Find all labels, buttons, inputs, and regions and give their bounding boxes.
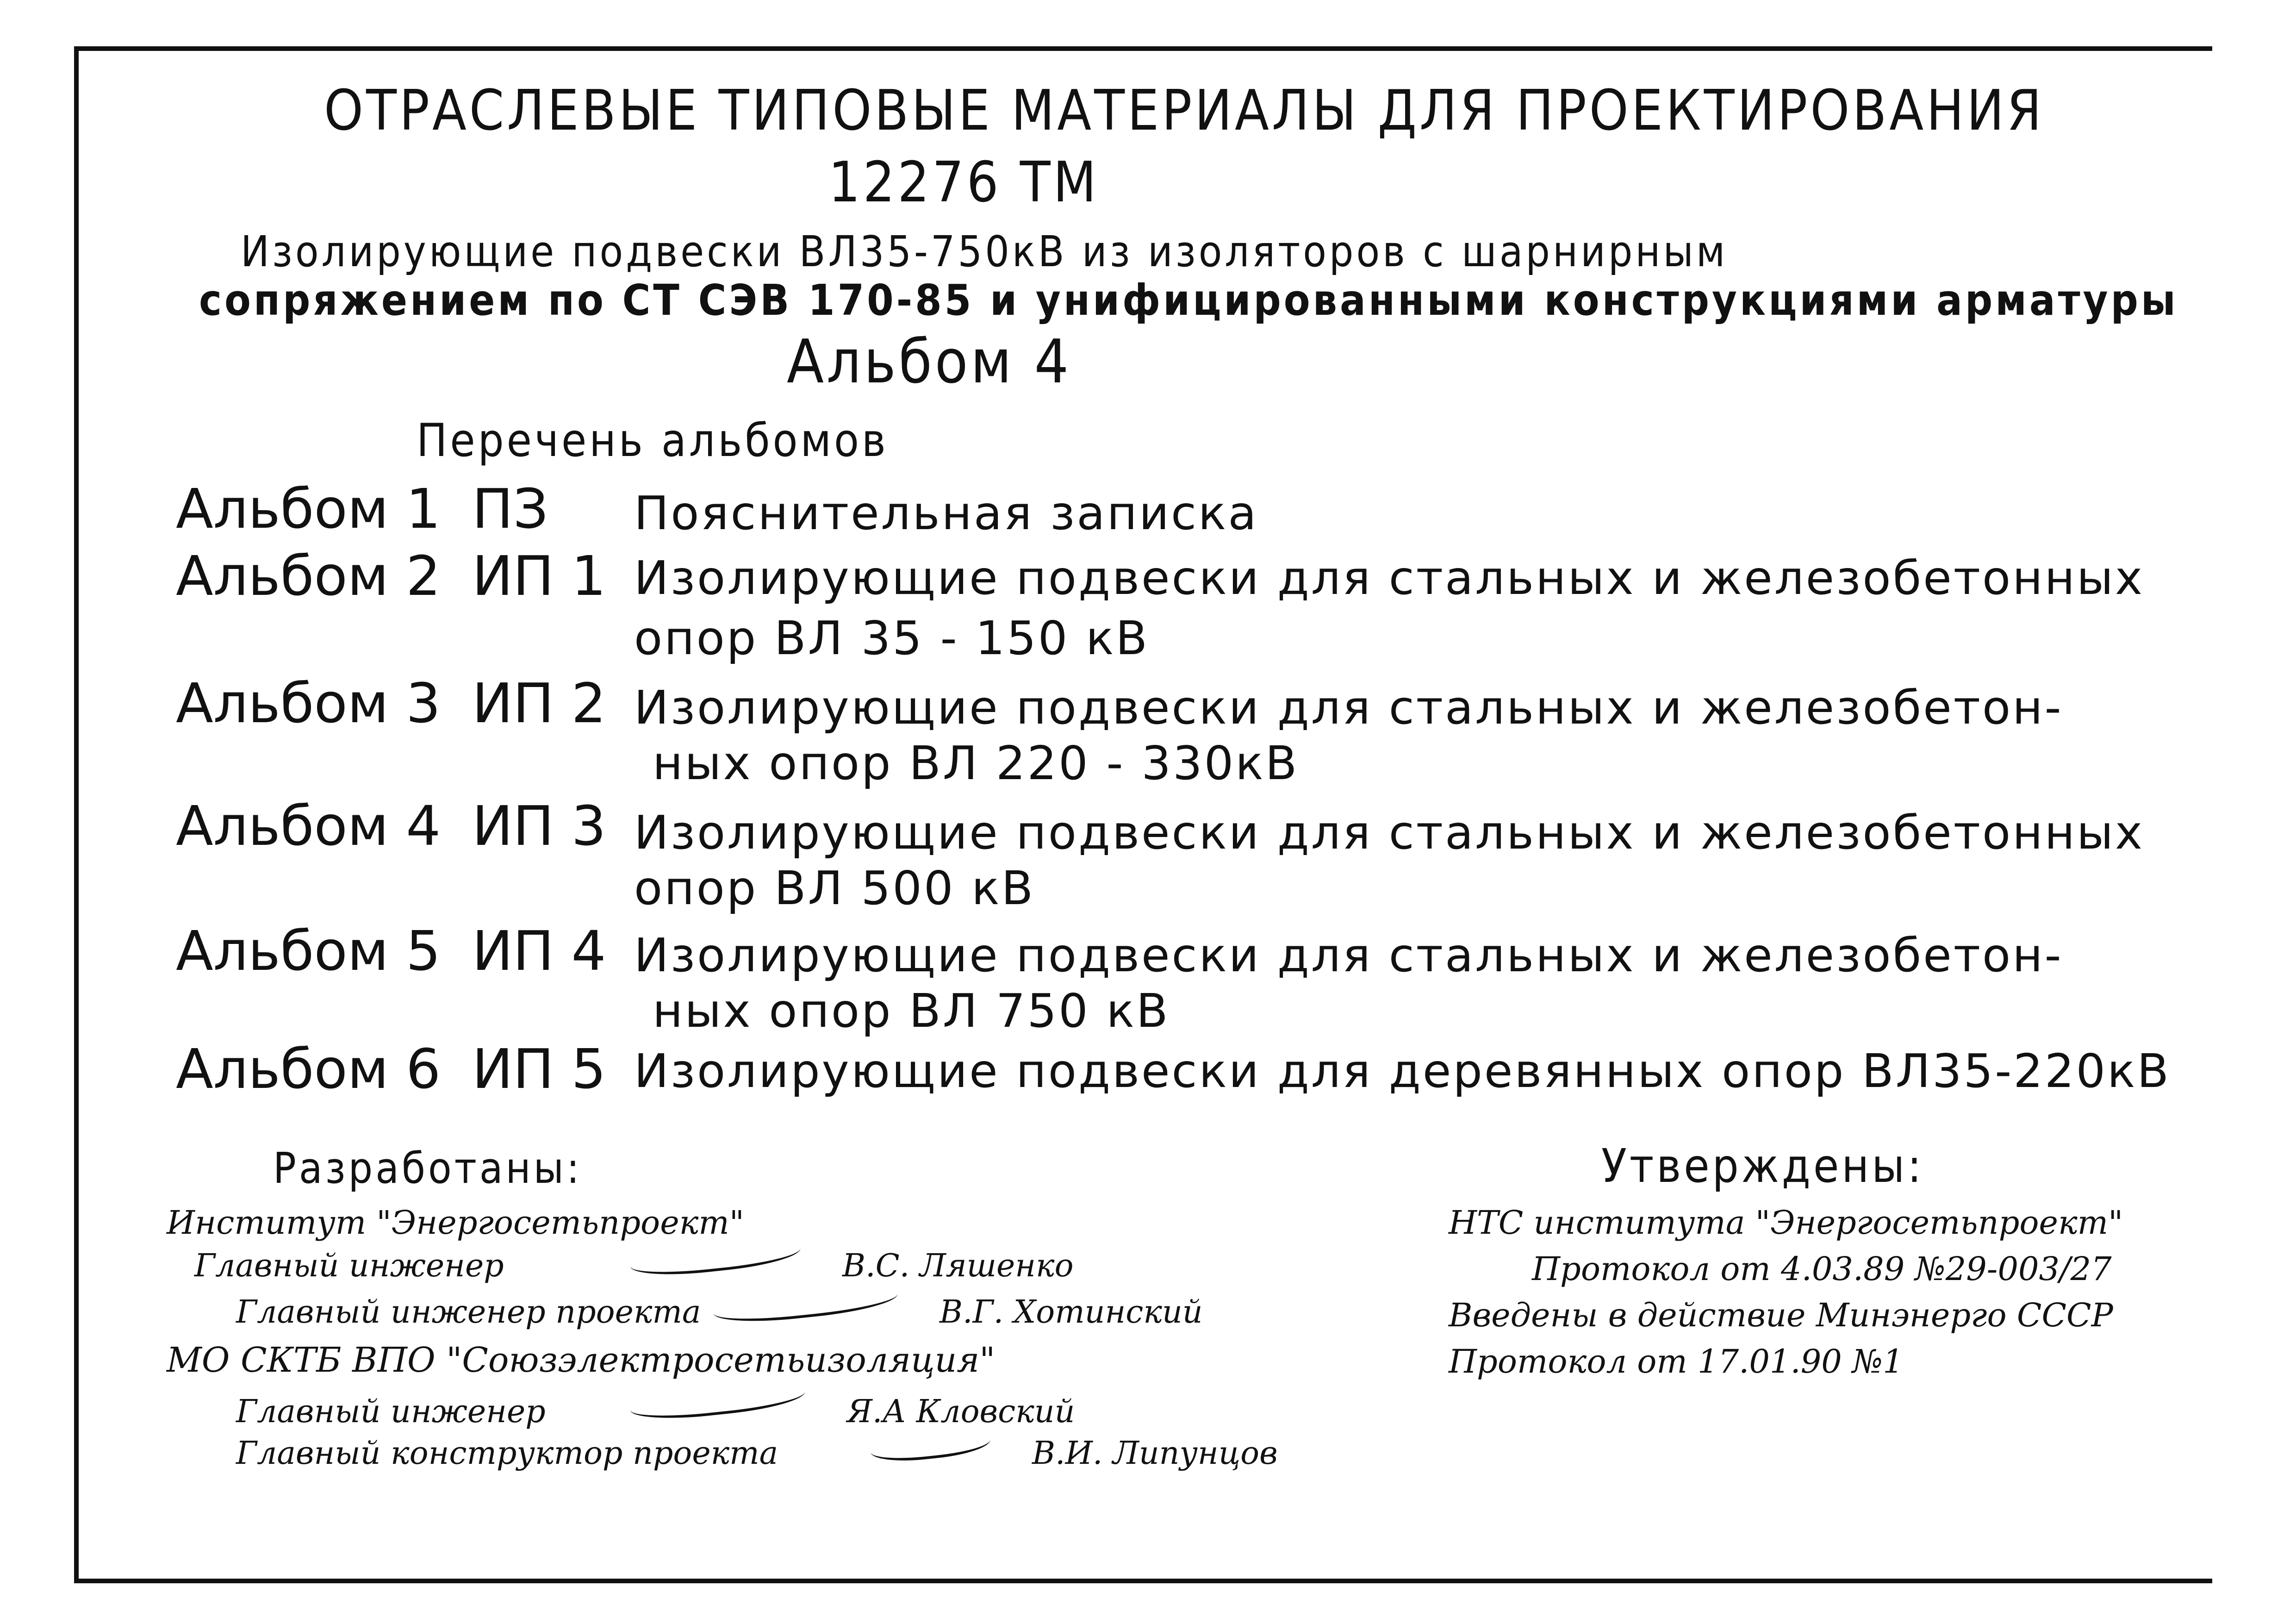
album-code: ИП 5 xyxy=(472,1037,606,1101)
album-description: Изолирующие подвески для деревянных опор ВЛ35-220кВ xyxy=(634,1044,2171,1098)
signer-name: В.Г. Хотинский xyxy=(940,1294,1203,1330)
subtitle-line-1: Изолирующие подвески ВЛ35-750кВ из изоляторов с шарнирным xyxy=(241,227,1728,276)
album-description-cont: опор ВЛ 35 - 150 кВ xyxy=(634,611,1150,665)
approved-line: Протокол от 4.03.89 №29-003/27 xyxy=(1532,1250,2112,1288)
signer-role: Главный инженер xyxy=(236,1393,546,1430)
album-description: Изолирующие подвески для стальных и железобетон- xyxy=(634,681,2063,735)
document-number: 12276 ТМ xyxy=(828,150,1099,215)
developer-org-1: Институт "Энергосетьпроект" xyxy=(167,1204,745,1242)
album-label: Альбом 5 xyxy=(176,919,441,983)
album-code: ИП 4 xyxy=(472,919,606,983)
developed-heading: Разработаны: xyxy=(273,1143,582,1193)
album-code: ИП 2 xyxy=(472,671,606,735)
signer-name: Я.А Кловский xyxy=(847,1393,1075,1430)
album-label: Альбом 2 xyxy=(176,544,441,608)
signer-name: В.И. Липунцов xyxy=(1032,1435,1278,1472)
approved-line: Протокол от 17.01.90 №1 xyxy=(1449,1343,1904,1380)
album-label: Альбом 4 xyxy=(176,794,441,858)
album-label: Альбом 1 xyxy=(176,477,441,541)
album-description-cont: ных опор ВЛ 220 - 330кВ xyxy=(653,736,1299,790)
signer-role: Главный инженер проекта xyxy=(236,1294,701,1330)
subtitle-line-2: сопряжением по СТ СЭВ 170-85 и унифицированными конструкциями арматуры xyxy=(199,275,2178,325)
album-label: Альбом 6 xyxy=(176,1037,441,1101)
album-description-cont: опор ВЛ 500 кВ xyxy=(634,861,1035,915)
album-code: ИП 3 xyxy=(472,794,606,858)
signer-name: В.С. Ляшенко xyxy=(842,1248,1074,1284)
album-description-cont: ных опор ВЛ 750 кВ xyxy=(653,984,1170,1038)
album-description: Изолирующие подвески для стальных и железобетонных xyxy=(634,551,2145,605)
header-title: ОТРАСЛЕВЫЕ ТИПОВЫЕ МАТЕРИАЛЫ ДЛЯ ПРОЕКТИРОВАНИЯ xyxy=(324,79,2045,143)
album-code: ИП 1 xyxy=(472,544,606,608)
developer-org-2: МО СКТБ ВПО "Союзэлектросетьизоляция" xyxy=(167,1340,996,1380)
album-list-heading: Перечень альбомов xyxy=(417,414,889,467)
album-description: Пояснительная записка xyxy=(634,486,1258,540)
album-code: ПЗ xyxy=(472,477,548,541)
signer-role: Главный инженер xyxy=(194,1248,504,1284)
signer-role: Главный конструктор проекта xyxy=(236,1435,778,1472)
album-title: Альбом 4 xyxy=(787,326,1072,397)
album-label: Альбом 3 xyxy=(176,671,441,735)
approved-line: Введены в действие Минэнерго СССР xyxy=(1449,1296,2113,1334)
album-description: Изолирующие подвески для стальных и железобетонных xyxy=(634,806,2145,860)
approved-heading: Утверждены: xyxy=(1601,1139,1924,1193)
album-description: Изолирующие подвески для стальных и железобетон- xyxy=(634,928,2063,982)
approved-line: НТС института "Энергосетьпроект" xyxy=(1449,1204,2123,1242)
